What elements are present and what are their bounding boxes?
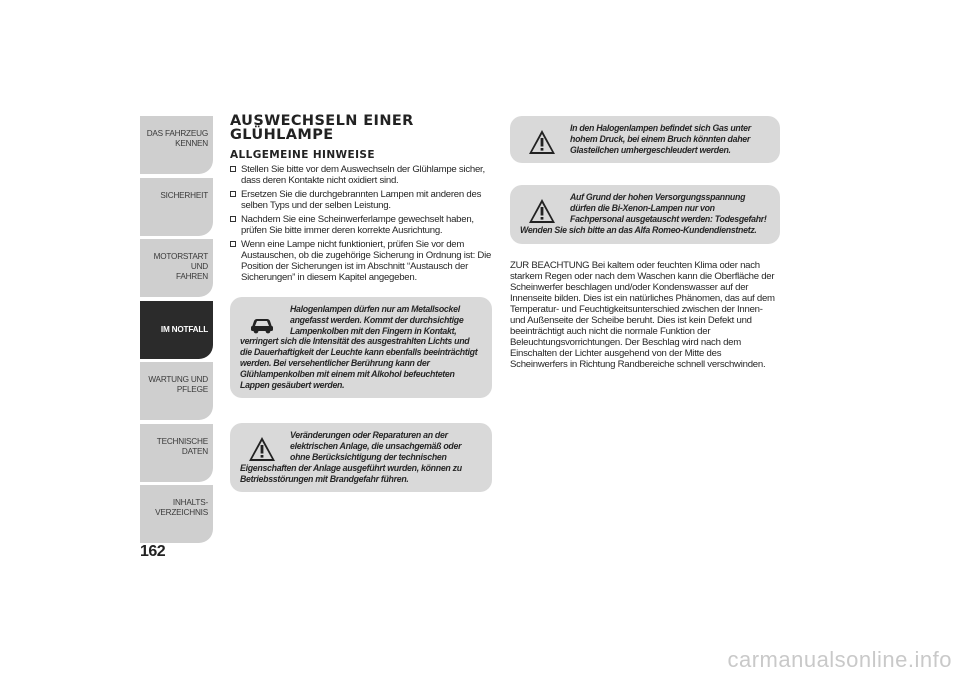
checkbox-bullet-icon: [230, 216, 236, 222]
list-item: [230, 214, 492, 236]
note-paragraph: ZUR BEACHTUNG Bei kaltem oder feuchten Klima oder nach starkem Regen oder nach dem Waschen kann die Oberfläche der Scheinwerfer beschlagen und/oder Kondenswasser auf der Innenseite bilden. Dies ist ein natürliches Phänomen, das auf dem Temperatur- und Feuchtigkeitsunterschied zwischen der Innen- und Außenseite der Scheibe beruht. Dies ist kein Defekt und beeinträchtigt auch nicht die normale Funktion der Beleuchtungsvorrichtungen. Der Beschlag wird nach dem Einschalten der Lichter ausgehend von der Mitte des Scheinwerfers in Richtung Randbereiche schnell verschwinden.: [510, 259, 775, 370]
warning-box-electrical: [230, 423, 492, 492]
section-title: AUSWECHSELN EINER GLÜHLAMPE: [230, 113, 414, 143]
right-column: [510, 114, 780, 379]
checkbox-bullet-icon: [230, 241, 236, 247]
list-item: [230, 164, 492, 186]
section-subtitle: ALLGEMEINE HINWEISE: [230, 149, 375, 161]
checkbox-bullet-icon: [230, 191, 236, 197]
tab-das-fahrzeug-kennen[interactable]: DAS FAHRZEUG KENNEN: [140, 116, 213, 174]
list-item-text: Stellen Sie bitte vor dem Auswechseln der Glühlampe sicher, dass deren Kontakte nicht oxidiert sind.: [241, 164, 485, 186]
list-item-text: Wenn eine Lampe nicht funktioniert, prüfen Sie vor dem Austauschen, ob die zugehörige Sicherung in Ordnung ist: Die Position der Sicherungen ist im Abschnitt “Austausch der Sicherungen” in diesem Kapitel angegeben.: [241, 239, 492, 283]
watermark: carmanualsonline.info: [727, 647, 952, 672]
tab-im-notfall[interactable]: IM NOTFALL: [140, 301, 213, 359]
warning-box-gas: [510, 116, 780, 163]
left-column: [230, 114, 492, 492]
car-icon: [248, 310, 276, 336]
warning-text-lamp: Halogenlampen dürfen nur am Metallsockel angefasst werden. Kommt der durchsichtige Lampenkolben mit den Fingern in Kontakt, verringert sich die Intensität des ausgestrahlten Lichts und die Dauerhaftigkeit der Leuchte kann ebenfalls beeinträchtigt werden. Bei versehentlicher Berührung kann der Glühlampenkolben mit einem mit Alkohol befeuchteten Lappen gesäubert werden.: [240, 304, 478, 390]
tab-motorstart-und-fahren[interactable]: MOTORSTART UND FAHREN: [140, 239, 213, 297]
tab-wartung-und-pflege[interactable]: WARTUNG UND PFLEGE: [140, 362, 213, 420]
page-number: 162: [140, 543, 166, 560]
chapter-sidebar: [140, 116, 213, 547]
warning-box-xenon: [510, 185, 780, 243]
warning-triangle-icon: [528, 198, 556, 224]
list-item: [230, 189, 492, 211]
tab-technische-daten[interactable]: TECHNISCHE DATEN: [140, 424, 213, 482]
warning-box-lamp: [230, 297, 492, 398]
bullet-list: [230, 164, 492, 283]
warning-text-gas: In den Halogenlampen befindet sich Gas unter hohem Druck, bei einem Bruch könnten daher Glasteilchen umhergeschleudert werden.: [570, 123, 751, 155]
list-item: [230, 239, 492, 283]
tab-sicherheit[interactable]: SICHERHEIT: [140, 178, 213, 236]
list-item-text: Nachdem Sie eine Scheinwerferlampe gewechselt haben, prüfen Sie bitte immer deren korrekte Ausrichtung.: [241, 214, 474, 236]
warning-text-electrical: Veränderungen oder Reparaturen an der elektrischen Anlage, die unsachgemäß oder ohne Berücksichtigung der technischen Eigenschaften der Anlage ausgeführt wurden, können zu Betriebsstörungen mit Brandgefahr führen.: [240, 430, 462, 484]
warning-triangle-icon: [248, 436, 276, 462]
checkbox-bullet-icon: [230, 166, 236, 172]
warning-triangle-icon: [528, 129, 556, 155]
list-item-text: Ersetzen Sie die durchgebrannten Lampen mit anderen des selben Typs und der selben Leistung.: [241, 189, 482, 211]
tab-inhaltsverzeichnis[interactable]: INHALTS- VERZEICHNIS: [140, 485, 213, 543]
warning-text-xenon: Auf Grund der hohen Versorgungsspannung dürfen die Bi-Xenon-Lampen nur von Fachpersonal ausgetauscht werden: Todesgefahr! Wenden Sie sich bitte an das Alfa Romeo-Kundendienstnetz.: [520, 192, 767, 235]
